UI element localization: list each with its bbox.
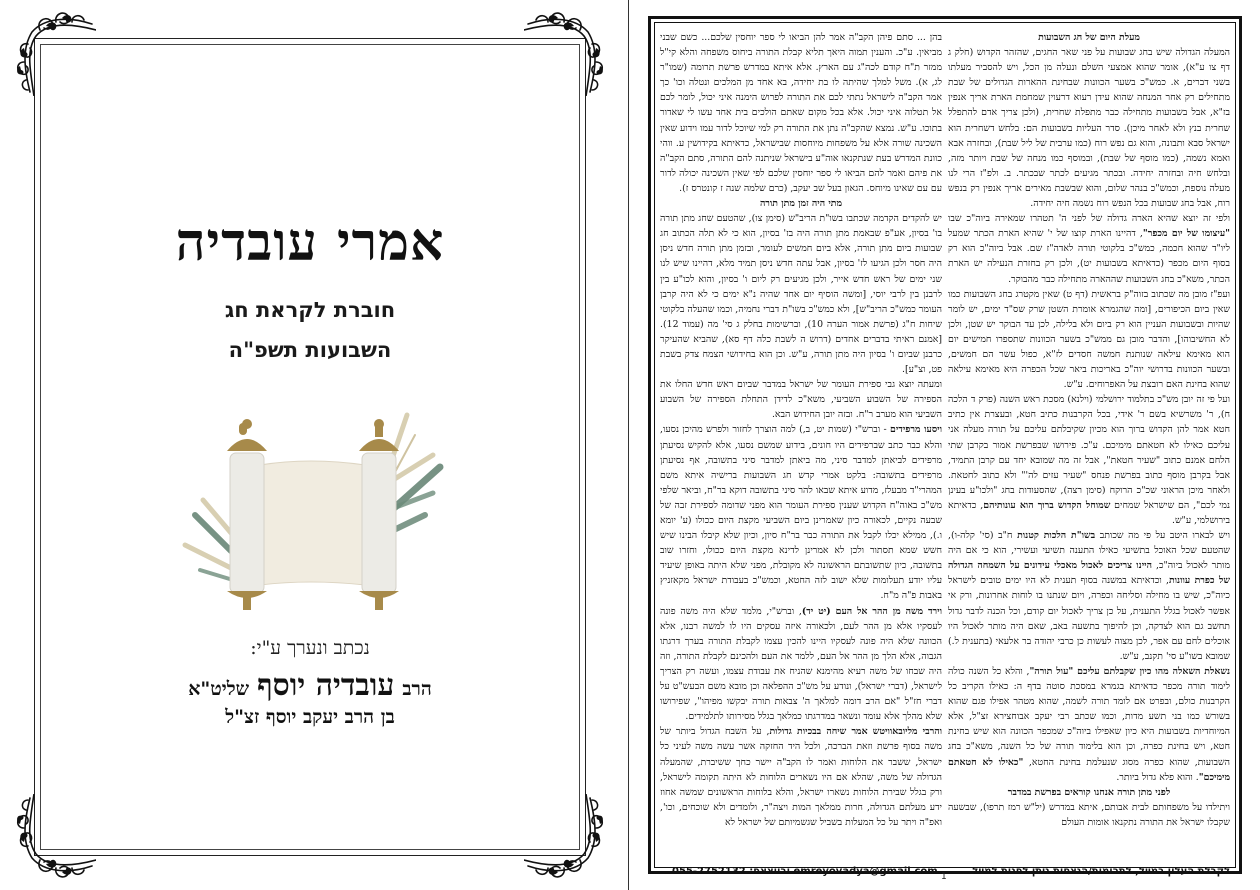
page-number: 1 [941, 872, 947, 882]
page-divider [628, 0, 629, 890]
text-run: בהן ... סתם פיהן הקב"ה אמר להן הביאו לי ספר יוחסין שלכם... כשם שבני מביאין. ע"כ. והענין תמוה היאך תליא קבלת התורה ביחוס משפחה והלא קי"ל ממזר ת"ח קודם לכה"ג עם הארץ. אלא איתא במדרש פרשת תרומה (שמו"ר לג, א). משל למלך שהיתה לו בת יחידה, בא אחד מן המלכים ונטלה וכו' כך אמר הקב"ה לישראל נתתי לכם את התורה לפרוש הימנה איני יכול, לומר לכם אל תטלוה איני יכול. אלא בכל מקום שאתם הולכים בית אחד עשו לי שאדור בתוכו. ע"ש. נמצא שהקב"ה נתן את התורה רק למי שיוכל לדור עמו וידוע שאין השכינה שורה אלא על משפחות מיוחסות שבישראל, כדאיתא בקידושין ע. ווהי כוונת המדרש בעת שנתקנאו אוה"ע בישראל שניתנה להם התורה, סתם הקב"ה את פיהם ואמר להם הביאו לי ספר יוחסין שלכם לפי שאין השכינה יכולה לדור עם עם שאינו מיוחס. הגאון בעל שב יעקב, (כרם שלמה שנה ז קונטרס ז). [660, 32, 942, 194]
paragraph [948, 528, 1230, 664]
cover-page [0, 0, 620, 890]
text-run: , וכדאיתא במשנה בסוף תענית לא היו ימים טובים לישראל כיוה"כ, שיש בו מחילה וסליחה וכפרה, ויום שנתנו בו לוחות אחרונות, ורק אי אפשר לאכול בגלל התענית, על כן צריך לאכול יום קודם, וכל הכנה לדבר גדול תחשב גם הוא לצדקה, וכן להיפוך בתשעה באב, שאם היה מותר לאכול היו אוכלים לחם עם אפר, לכן מצוה לעשות כן כרבי יהודה בר אלעאי (בתענית ל.) שמובא בשו"ע סי' תקנב, ע"ש. [948, 575, 1230, 662]
bold-phrase: ויסעו מרפידים [890, 424, 942, 436]
text-run: ח"ב (סי' קלה-ו), שהטעם שכל האוכל בתשיעי כאילו התענה תשיעי ועשירי, הוא כי אם היה מותר לאכול ביוה"כ, [948, 530, 1230, 572]
text-run: , דהיינו הארת קוצו של י' שהיא הארת הכתר שמעל ליו"ד שהוא חכמה, כמש"כ בלקוטי תורה לאדה"ז שם. אבל ביוה"כ הוא רק בסוף היום מכפר (כדאיתא בשבועות יט), ולכן רק בחזרת הנעילה יש הארת הכתר, משא"כ בחג השבועות שההארה מתחילה כבר מהבוקר. [948, 228, 1230, 285]
written-by-label: נכתב ונערך ע"י: [250, 637, 370, 659]
author-suffix: שליט"א [188, 678, 250, 700]
text-run: , כדאיתא בירושלמי, ע"ש. [948, 499, 1230, 526]
text-run: , וברש"י, מלמד שלא היה משה פונה לעסקיו אלא מן ההר לעם, ולכאורה איזה עסקים היו לו למשה רבנו, אלא הכוונה שלא היה פונה לעסקיו היינו להכין עצמו לקבלת התורה בערך דרגתו הגבוה, אלא הלך מן ההר אל העם, ללמד את העם ולהכינם לקבלת התורה, וזה היה שבחו של משה רעיא מהימנא שהניח את עבודת עצמו, ועשה רק הצריך לישראל, (דברי ישראל), ונודע על מש"כ ההפלאה וכן מובא משם הבעש"ט על דברי חז"ל "אם הרב דומה למלאך ה' צבאות תורה יבקשו מפיהו", שפירושו שלא מהלך אלא עומד ונשאר במדרגתו כמלאך בגלל מסירותו לתלמידים. [660, 605, 942, 723]
ornament-corner-icon [0, 794, 96, 890]
text-run: המעלה הגדולה שיש בחג שבועות על פני שאר החגים, שהזהר הקדוש (חלק ג דף צו ע"א), אומר שהוא אמצעי השלם ונעלה מן הכל, ויש להסביר מעלתו בשני דברים, א. כמש"כ בשער הכוונות שבחינת ההארות הגדולים של שבת מתחילים רק אחר המנחה שהוא עידן רעוא דרעוין שמחמת הארת אריך אנפין בז"א, אבל בשבועות מתחילה כבר מתפלת שחרית, (ולכן צריך אדם להתפלל שחרית בנץ ולא לאחר מיכן). סדר העליות בשבועות הם: בלחש דשחרית הוא ישראל סבא ותבונה, והוא גם נפש רוח (כמו ערבית של ליל שבת), ובחזרה אבא ואמא נשמה, (כמו מוסף של שבת), ובמוסף כמו מנחה של שבת ויותר מזה, ובלחש חיה ובחזרה יחידה. ובכתר מגיעים לכתר שבכתר. ב. ולפ"ז הרי לנו מעלה נוספת, וכמש"כ בנהר שלום, והוא שבשבת מאירים אריך אנפין רק בנפש רוח, אבל בחג שבועות בכל הנפש רוח נשמה חיה יחידה. [948, 47, 1230, 210]
section-heading: לפני מתן תורה אנחנו קוראים בפרשת במדבר [1007, 786, 1171, 798]
wheat-leaves-left [185, 500, 237, 580]
section-heading: מתי היה זמן מתן תורה [759, 198, 843, 210]
text-run: ויש לבארו היטב על פי מה שכותב [1095, 530, 1230, 542]
text-run: ולפי זה יוצא שהיא הארה גדולה של לפני ה' תטהרו שמאירה ביוה"כ שבו [948, 213, 1230, 225]
bold-phrase: בשו"ת הלכות קטנות [1017, 530, 1096, 542]
author-line [60, 668, 560, 703]
paragraph [948, 45, 1230, 211]
text-run: ויתילדו על משפחותם לבית אבותם, איתא במדרש (יל"ש רמז תרפו), שבשעה שקבלו ישראל את התורה נתקנאו אומות העולם [948, 801, 1230, 828]
paragraph [948, 800, 1230, 830]
text-run: ועפ"ז מובן מה שכתוב בזוה"ק בראשית (דף ט) שאין מקטרג בחג השבועות כמו שאין ביום הכיפורים, [ומה שהגמרא אומרת השטן שרק שס"ד ימים, יש לומר שהיות ובשבועות העניין הוא רק ביום ולא בלילה, לכן עד הבוקר יש שטן, ולכן לא החשיבוהו], והדבר מובן גם ממש"כ בשער הכוונות שתספרו חמישים יום הוא מאימא עילאה שנותנת חמשה חסדים לז"א, כפול עשר הם חמשים, ובשער הכוונות בדרושי יוה"כ באריכות ביאר שכל הכפרה היא מאימא עילאה שהוא בחינת האם רובצת על האפרוחים. ע"ש. [948, 288, 1230, 391]
ornament-corner-icon [524, 0, 620, 96]
author-prefix: הרב [402, 678, 432, 700]
article-page [630, 0, 1260, 890]
section-heading: מעלת היום של חג השבועות [1038, 32, 1140, 43]
paragraph [948, 664, 1230, 785]
bold-phrase: "כאילו לא חטאתם מימיכם" [948, 756, 1230, 783]
paragraph [948, 392, 1230, 528]
paragraph [660, 422, 942, 603]
paragraph [660, 30, 942, 196]
text-run: , והלא כל השנה כולה לימוד תורה מכפר כדאיתא בגמרא במסכת סוטה בדף ה: כאילו הקריב כל הקרבנות כולם, ובפרט אם לומד תורה לשמה, שהוא מטהר אפילו פגם שהוא בשורש כמו בני תשע מדות, וכמו שכתב רבי יעקב אבוחצירא זצ"ל, אלא המיוחדיות בשבועות היא כיון שאפילו ביוה"כ שמכפר הכוונה הוא שיש בחינת חטא, ויש בחינת כפרה, וכן הוא בלימוד תורה של כל השנה, משא"כ בחג השבועות, שהוא כפרה מסוג שנעלמת בחינת החטא, [948, 665, 1230, 768]
paragraph [660, 211, 942, 377]
article-column-right [948, 30, 1230, 830]
text-run: יש להקדים הקדמה שכתבו בשו"ת הריב"ש (סימן צו), שהטעם שחג מתן תורה בו' בסיון, אע"פ שבאמת מתן תורה היה בז' בסיון, הוא כי לא תלה הכתוב חג שבועות ביום מתן תורה, אלא ביום חמשים לעומר, ובזמן מתן תורה חדש ניסן היה חסר ולכן הגיעו לז' בסיון, אבל עתה חדש ניסן תמיד מלא, דהיינו שיש לנו שני ימים של ראש חדש אייר, ולכן מגיעים רק ליום ו' בסיון, והוא לכו"ע בין לרבנן בין לרבי יוסי, [ומשה הוסיף יום אחד שהיה נ"א ימים כי לא היה קרבן העומר כמש"כ הריב"ש], ולא כמש"כ בשו"ת דברי נחמיה, וכמו שהעלה בלקוטי שיחות ח"ג (פרשת אמור הערה 10), וברשימות בחלק ג סי' מה (עמוד 12). [אמנם ראיתי בדברים אחדים (דרוש ה לשבת כלה דף סא), שהביא שהעיקר כרבנן שביום ו' בסיון היה מתן תורה, ע"ש. וכן הוא בחידושי הצמח צדק בשבת פט, וצ"ע]. [660, 213, 942, 376]
cover-title: אמרי עובדיה [175, 212, 445, 273]
text-run: , על השבח הגדול ביותר של משה בסוף פרשת וזאת הברכה, ולכל היד החזקה אשר עשה משה לעיני כל ישראל, ששבר את הלוחות ואמר לו הקב"ה יישר כחך ששיברת, שהמעלה הגדולה של משה, שהלא אם היו נשארים הלוחות לא היתה תקומה לישראל, ורק בגלל שבירת הלוחות נשארו ישראל, והלא בלוחות הראשונים שמשה אחוז ידע מעלתם הגדולה, חרות ממלאך המות ויצה"ר, ולומדים ולא שוכחים, וכו', ואפ"ה ויתר על כל המעלות בשביל שגשמיותם של ישראל לא [660, 726, 942, 828]
paragraph [948, 287, 1230, 393]
author-father-line: בן הרב יעקב יוסף זצ"ל [225, 706, 395, 728]
paragraph [948, 211, 1230, 286]
bold-phrase: נשאלת השאלה מהו כיון שקבלתם עליכם "עול תורה" [1029, 665, 1231, 677]
bold-phrase: שמוחל הקדוש ברוך הוא עונותיהם [983, 499, 1111, 511]
text-run: ומעתה יוצא גבי ספירת העומר של ישראל במדבר שביום ראש חדש החלו את הספירה של השבוע השביעי, משא"כ לדידן התחלת הספירה של השבוע השביעי הוא מערב ר"ח. ובזה יובן החידוש הבא. [660, 379, 942, 421]
paragraph [660, 377, 942, 422]
torah-scroll-icon [175, 405, 445, 610]
text-run: . והוא פלא גדול ביותר. [1116, 771, 1199, 783]
cover-subtitle-line1: חוברת לקראת חג [224, 298, 396, 322]
ornament-corner-icon [524, 794, 620, 890]
text-run: ועל פי זה יובן מש"כ בתלמוד ירושלמי (וילנא) מסכת ראש השנה (פרק ד הלכה ח), ר' משרשיא בשם ר' אידי, בכל הקרבנות כתיב חטא, ובעצרת אין כתיב חטא אמר להן הקדוש ברוך הוא מכיון שקיבלתם עליכם על תורה מעלה אני עליכם כאילו לא חטאתם מימיכם. ע"כ. פירושו שבפרשת אמור בקרבן שתי הלחם אמנם כתוב "שעיר חטאת", אבל זה מה שמובא יחד עם קרבן התמיד, אבל בקרבן מוסף כתוב בפרשת פנחס "שעיר עזים לה'" ולא כתוב לחטאת. ולאחר מיכן הראוני שכ"כ הרוקח (סימן רצה), שהסעודות בחג "ולכו"ע בעינן נמי לכם", הם שישראל שמחים [948, 394, 1230, 511]
text-run: - וברש"י (שמות יט, ב,) למה הוצרך לחזור ולפרש מהיכן נסעו, והלא כבר כתב שברפידים היו חונים, בידוע שמשם נסעו, אלא להקיש נסיעתן מרפידים לביאתן למדבר סיני, מה ביאתן למדבר סיני בתשובה, אף נסיעתן מרפידים בתשובה: בלקט אמרי קדש חג השבועות ברישיה איתא משם המהרי"ד מבעלז, מדוע איתא שבאו להר סיני בתשובה דוקא בר"ח, וביאר שלפי מש"כ באוה"ח הקדוש שענין ספירת העומר הוא מפני שדומה לספירת זבה של שבעה נקיים, לכאורה כיון שאמרינן ביום השביעי מקצת היום ככולו (ע' יומא ו.), ממילא יכלו לקבל את התורה כבר בר"ח סיון, וכיון שלא קיבלו הבינו שיש חשש שמא תסתור ולכן לא אמרינן לדינא מקצת היום ככולו, וחזרו שוב בתשובה, כיון שתשובתם הראשונה לא מקובלת, מפני שלא היתה באופן שיעיד עליו יודע תעלומות שלא ישוב לזה החטא, וכמש"כ בעבודת ישראל מקאזניץ באבות פ"ה מ"ח. [660, 424, 942, 602]
footer-contact-text: לקבלת העלון במייל, לתרומות/הנצחות ניתן לפנות למייל [972, 866, 1230, 877]
bold-phrase: והרבי מליובאוויטש אמר שיחה בבכיות גדולות [769, 726, 942, 738]
footer-email-phone[interactable]: 055-2752132 :ובווצאפ emreyovadya@gmail.com [672, 866, 938, 877]
article-column-left [660, 30, 942, 830]
bold-phrase: "עיצומו של יום מכפר" [1142, 228, 1230, 240]
ornament-corner-icon [0, 0, 96, 96]
author-name: עובדיה יוסף [257, 668, 395, 703]
bold-phrase: וירד משה מן ההר אל העם (יט יד) [801, 605, 942, 617]
cover-subtitle-line2: השבועות תשפ"ה [228, 338, 392, 362]
bold-phrase: היינו צריכים לאכול מאכלי עידונים על השמחה הגדולה של כפרת עוונות [948, 560, 1230, 587]
paragraph [660, 724, 942, 830]
paragraph [660, 604, 942, 725]
